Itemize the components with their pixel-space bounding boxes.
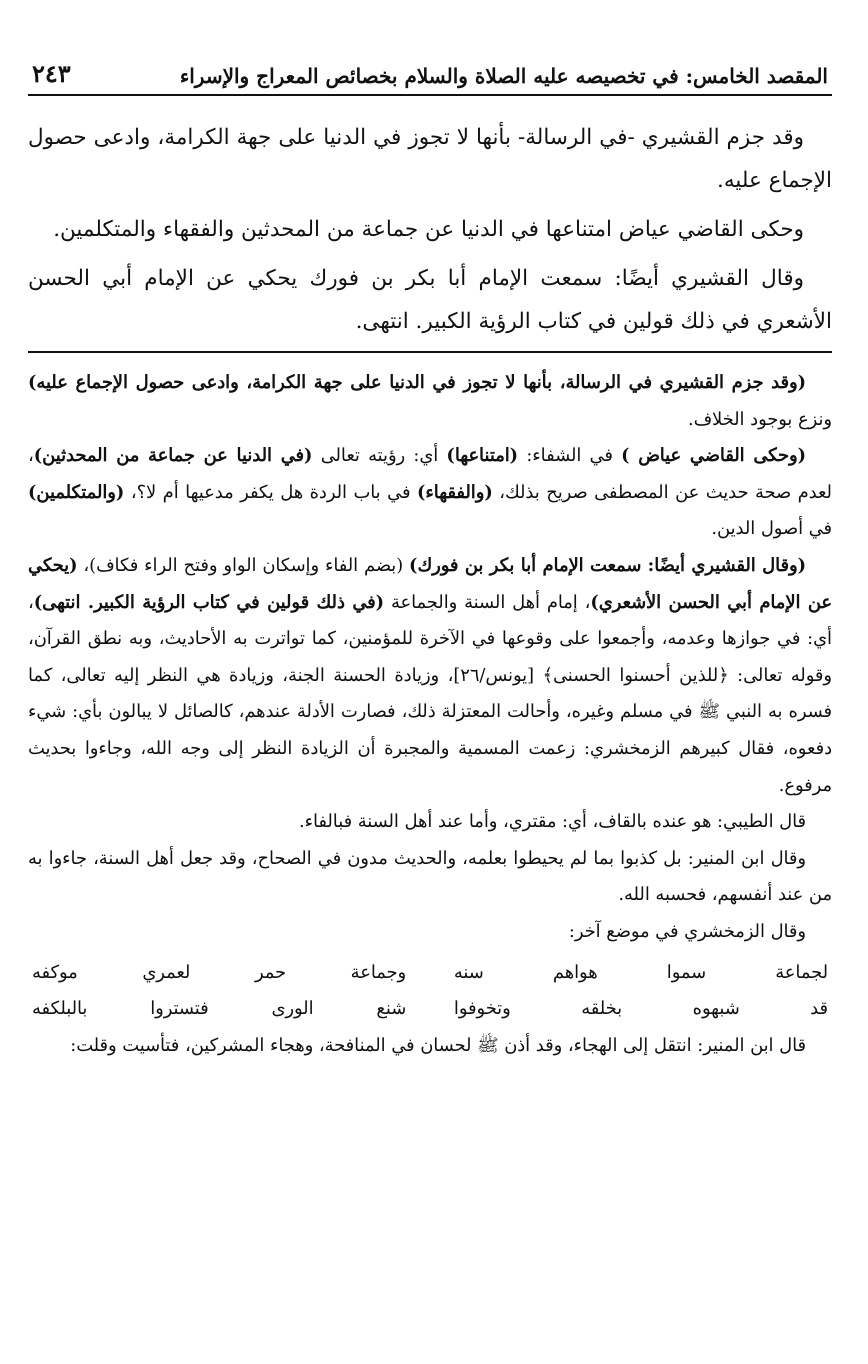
second-hemistich: شنع الورى فتستروا بالبلكفه bbox=[32, 998, 407, 1020]
commentary-paragraph: وقال الزمخشري في موضع آخر: bbox=[568, 920, 806, 942]
poem-verse bbox=[28, 991, 832, 1028]
commentary-paragraph bbox=[28, 438, 832, 548]
main-paragraph: وقال القشيري أيضًا: سمعت الإمام أبا بكر بن فورك يحكي عن الإمام أبي الحسن الأشعري في ذلك قولين في كتاب الرؤية الكبير. انتهى. bbox=[28, 266, 832, 334]
commentary-text: ، أي: في جوازها وعدمه، وأجمعوا على وقوعها في الآخرة للمؤمنين، كما تواترت به الأحاديث، وبه نطق القرآن، وقوله تعالى: ﴿للذين أحسنوا الحسنى﴾ [يونس/٢٦]، وزيادة الحسنة الجنة، وزيادة هي النظر إليه تعالى، كما فسره به النبي ﷺ في مسلم وغيره، وأحالت المعتزلة ذلك، فصارت الأدلة عندهم، كالصائل لا يبالون بأي: شيء دفعوه، فقال كبيرهم الزمخشري: زعمت المسمية والمجبرة أن الزيادة النظر إلى وجه الله، وجاءوا بحديث مرفوع. bbox=[28, 591, 832, 796]
quoted-text: (يحكي عن الإمام أبي الحسن الأشعري) bbox=[28, 554, 832, 613]
quoted-text: (في ذلك قولين في كتاب الرؤية الكبير. انتهى) bbox=[33, 591, 385, 613]
commentary-text: في باب الردة هل يكفر مدعيها أم لا؟، bbox=[124, 481, 417, 503]
commentary-text: في الشفاء: bbox=[518, 445, 622, 467]
first-hemistich: لجماعة سموا هواهم سنه bbox=[453, 961, 828, 983]
commentary-paragraph bbox=[28, 548, 832, 804]
poem-verse bbox=[28, 955, 832, 992]
quoted-text: (والفقهاء) bbox=[417, 481, 493, 503]
second-hemistich: وجماعة حمر لعمري موكفه bbox=[32, 961, 407, 983]
commentary-text: في أصول الدين. bbox=[711, 518, 832, 540]
quoted-text: (وحكى القاضي عياض ) bbox=[621, 445, 806, 467]
commentary-text: ، لعدم صحة حديث عن المصطفى صريح بذلك، bbox=[28, 445, 832, 503]
commentary-paragraph bbox=[28, 365, 832, 438]
main-text bbox=[28, 116, 832, 343]
quoted-text: (امتناعها) bbox=[446, 445, 519, 467]
page-number: ٢٤٣ bbox=[32, 59, 71, 88]
book-page bbox=[28, 50, 832, 1350]
quoted-text: (وقال القشيري أيضًا: سمعت الإمام أبا بكر بن فورك) bbox=[409, 554, 806, 576]
first-hemistich: قد شبهوه بخلقه وتخوفوا bbox=[453, 998, 828, 1020]
running-title: المقصد الخامس: في تخصيصه عليه الصلاة والسلام بخصائص المعراج والإسراء bbox=[179, 64, 828, 88]
commentary-text: (بضم الفاء وإسكان الواو وفتح الراء فكاف)، bbox=[77, 554, 410, 576]
text-divider bbox=[28, 351, 832, 353]
commentary-paragraph: قال الطيبي: هو عنده بالقاف، أي: مقتري، وأما عند أهل السنة فبالفاء. bbox=[298, 811, 806, 833]
commentary bbox=[28, 365, 832, 1064]
poem bbox=[28, 955, 832, 1028]
page-header bbox=[28, 50, 832, 96]
commentary-paragraph: وقال ابن المنير: بل كذبوا بما لم يحيطوا بعلمه، والحديث مدون في الصحاح، وقد جعل أهل السنة، جاءوا به من عند أنفسهم، فحسبه الله. bbox=[28, 847, 832, 906]
quoted-text: (وقد جزم القشيري في الرسالة، بأنها لا تجوز في الدنيا على جهة الكرامة، وادعى حصول الإجماع عليه) bbox=[28, 372, 806, 393]
quoted-text: (في الدنيا عن جماعة من المحدثين) bbox=[33, 445, 313, 467]
main-paragraph: وقد جزم القشيري -في الرسالة- بأنها لا تجوز في الدنيا على جهة الكرامة، وادعى حصول الإجماع عليه. bbox=[28, 125, 832, 193]
commentary-paragraph: قال ابن المنير: انتقل إلى الهجاء، وقد أذن ﷺ لحسان في المنافحة، وهجاء المشركين، فتأسيت وقلت: bbox=[70, 1034, 806, 1056]
commentary-text: أي: رؤيته تعالى bbox=[312, 445, 447, 467]
commentary-text: ونزع بوجود الخلاف. bbox=[687, 408, 832, 430]
commentary-text: ، إمام أهل السنة والجماعة bbox=[384, 591, 591, 613]
quoted-text: (والمتكلمين) bbox=[28, 481, 125, 503]
main-paragraph: وحكى القاضي عياض امتناعها في الدنيا عن جماعة من المحدثين والفقهاء والمتكلمين. bbox=[53, 217, 804, 242]
